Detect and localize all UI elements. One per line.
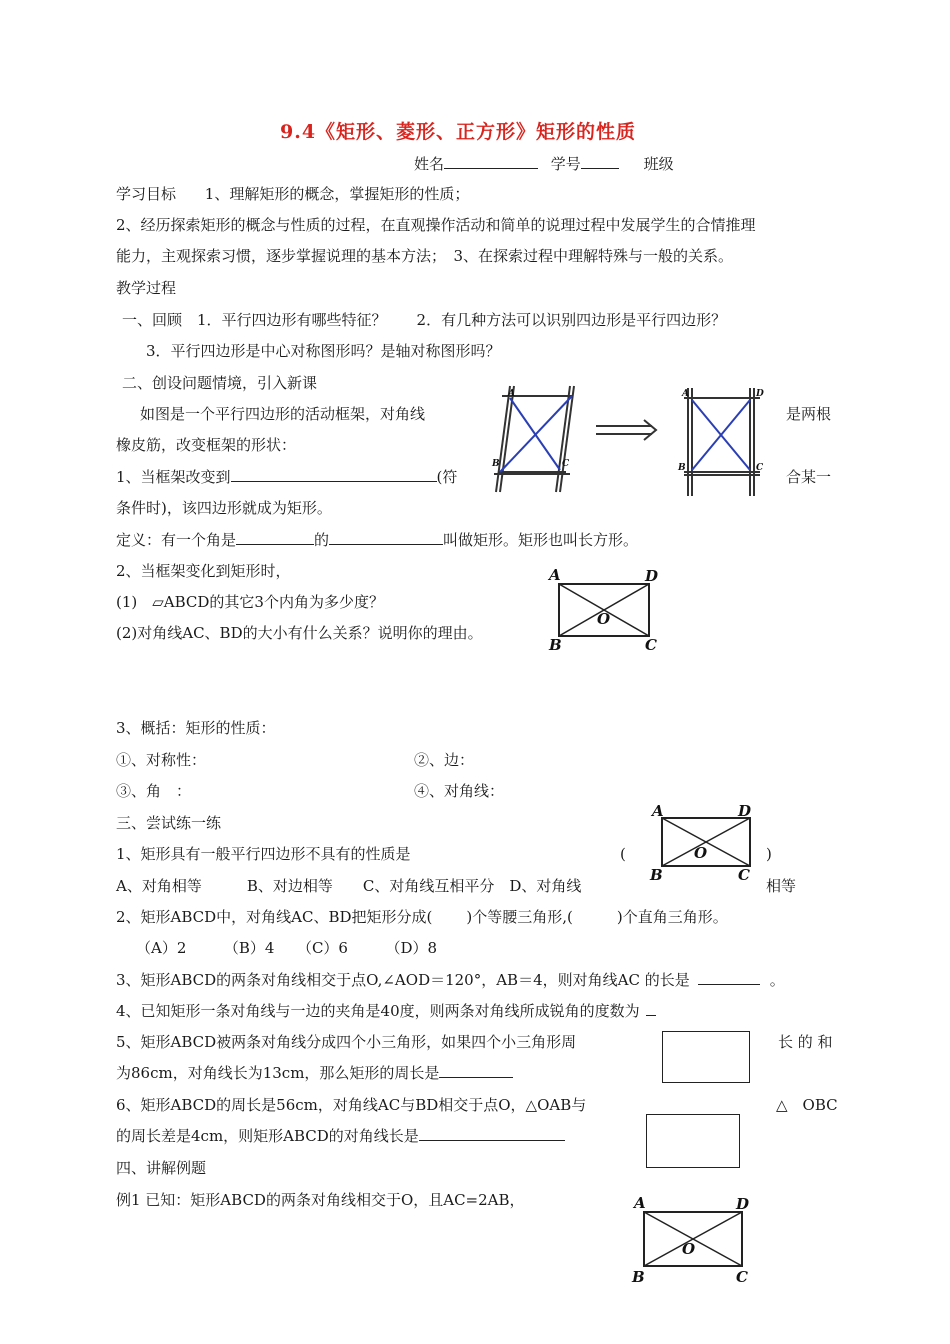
goals-line-2: 2、经历探索矩形的概念与性质的过程，在直观操作活动和简单的说理过程中发展学生的合情推理	[116, 216, 756, 234]
label-d: D	[736, 1195, 750, 1213]
goals-label: 学习目标	[116, 185, 177, 203]
practice-q6: 6、矩形ABCD的周长是56cm，对角线AC与BD相交于点O，△OAB与	[116, 1096, 587, 1114]
practice-heading: 三、尝试练一练	[116, 814, 222, 832]
frame2-label-a: A	[682, 389, 689, 399]
example-1: 例1 已知：矩形ABCD的两条对角线相交于O，且AC=2AB，	[116, 1191, 525, 1209]
review-line-1: 一、回顾 1．平行四边形有哪些特征？ 2．有几种方法可以识别四边形是平行四边形？	[122, 311, 727, 329]
practice-q3	[116, 970, 785, 990]
scenario-p2: 橡皮筋，改变框架的形状：	[116, 436, 297, 454]
def-blank-1[interactable]	[236, 530, 314, 545]
practice-q1-paren-close: )	[766, 845, 772, 863]
page-title: 9.4《矩形、菱形、正方形》矩形的性质	[280, 121, 637, 143]
scenario-q2-2: (2)对角线AC、BD的大小有什么关系？说明你的理由。	[116, 624, 483, 642]
q2-text-c: )个直角三角形。	[616, 908, 728, 926]
frame2-label-b: B	[678, 463, 686, 473]
q5-cont-text: 为86cm，对角线长为13cm，那么矩形的周长是	[116, 1064, 440, 1082]
label-b: B	[549, 636, 562, 654]
summary-property-1: ①、对称性：	[116, 751, 207, 769]
q1-left-text: 1、当框架改变到	[116, 468, 231, 486]
scenario-q2: 2、当框架变化到矩形时，	[116, 562, 291, 580]
name-blank[interactable]	[444, 154, 538, 169]
rectangle-figure-q6	[646, 1114, 740, 1168]
label-o: O	[682, 1240, 696, 1258]
q5-blank[interactable]	[439, 1063, 513, 1078]
practice-q6-right: △ OBC	[776, 1096, 838, 1114]
q6-blank[interactable]	[419, 1126, 565, 1141]
q2-text-b: )个等腰三角形,(	[466, 908, 573, 926]
summary-heading: 3、概括：矩形的性质：	[116, 719, 276, 737]
number-label: 学号	[550, 155, 581, 173]
label-o: O	[597, 610, 611, 628]
label-a: A	[549, 566, 561, 584]
q6-cont-text: 的周长差是4cm，则矩形ABCD的对角线长是	[116, 1127, 419, 1145]
practice-q5: 5、矩形ABCD被两条对角线分成四个小三角形，如果四个小三角形周	[116, 1033, 577, 1051]
frame2-label-d: D	[756, 389, 764, 399]
rectangle-abcd-figure-1	[545, 566, 665, 656]
practice-q1: 1、矩形具有一般平行四边形不具有的性质是	[116, 845, 411, 863]
scenario-heading: 二、创设问题情境，引入新课	[122, 374, 318, 392]
frame-label-b: B	[492, 459, 500, 469]
q2-text-a: 2、矩形ABCD中，对角线AC、BD把矩形分成(	[116, 908, 433, 926]
def-blank-2[interactable]	[329, 530, 443, 545]
definition-line	[116, 530, 638, 550]
q1-mid-text: (符	[436, 468, 458, 486]
practice-q1-paren-open: (	[620, 845, 626, 863]
scenario-p1-left: 如图是一个平行四边形的活动框架，对角线	[140, 405, 426, 423]
label-c: C	[738, 866, 750, 884]
frame-label-c: C	[562, 459, 570, 469]
label-a: A	[652, 802, 664, 820]
practice-q2	[116, 907, 728, 927]
goals-text-1: 1、理解矩形的概念，掌握矩形的性质；	[204, 185, 470, 203]
label-a: A	[634, 1194, 646, 1212]
q4-blank[interactable]	[646, 1001, 656, 1016]
q3-blank[interactable]	[698, 970, 760, 985]
summary-property-3: ③、角 ：	[116, 782, 192, 800]
label-d: D	[738, 802, 752, 820]
number-blank[interactable]	[581, 154, 619, 169]
q4-text: 4、已知矩形一条对角线与一边的夹角是40度，则两条对角线所成锐角的度数为	[116, 1002, 640, 1020]
examples-heading: 四、讲解例题	[116, 1159, 207, 1177]
practice-q5-right: 长 的 和	[778, 1033, 833, 1051]
practice-q1-options: A、对角相等 B、对边相等 C、对角线互相平分 D、对角线	[116, 877, 582, 895]
scenario-p1-right: 是两根	[786, 405, 832, 423]
practice-q5-cont	[116, 1063, 513, 1083]
practice-q2-options: （A）2 （B）4 （C）6 （D）8	[136, 939, 438, 957]
practice-q1-tail: 相等	[766, 877, 797, 895]
q3-text: 3、矩形ABCD的两条对角线相交于点O,∠AOD＝120°，AB＝4，则对角线AC 的长是	[116, 971, 690, 989]
def-text-a: 定义：有一个角是	[116, 531, 237, 549]
scenario-q1-cont: 条件时)，该四边形就成为矩形。	[116, 499, 332, 517]
def-text-c: 叫做矩形。矩形也叫长方形。	[443, 531, 639, 549]
rectangle-abcd-figure-2	[648, 802, 768, 886]
def-text-b: 的	[314, 531, 330, 549]
scenario-q2-1: (1) ▱ABCD的其它3个内角为多少度？	[116, 593, 384, 611]
summary-property-4: ④、对角线：	[414, 782, 505, 800]
label-b: B	[650, 866, 663, 884]
rectangle-figure-q5	[662, 1031, 750, 1083]
scenario-q1-right: 合某一	[786, 468, 832, 486]
name-label: 姓名	[414, 155, 445, 173]
student-info-row	[414, 154, 674, 174]
class-label: 班级	[643, 155, 674, 173]
label-o: O	[694, 844, 708, 862]
frame-figure	[488, 382, 788, 502]
parallelogram-frame	[494, 386, 574, 492]
practice-q4	[116, 1001, 656, 1021]
goals-line-1	[116, 184, 469, 204]
summary-property-2: ②、边：	[414, 751, 475, 769]
q3-end: 。	[769, 971, 785, 989]
practice-q6-cont	[116, 1126, 565, 1146]
rectangle-abcd-figure-3	[630, 1192, 760, 1286]
frame2-label-c: C	[756, 463, 764, 473]
label-c: C	[645, 636, 657, 654]
label-b: B	[632, 1268, 645, 1286]
goals-line-3: 能力，主观探索习惯，逐步掌握说理的基本方法； 3、在探索过程中理解特殊与一般的关系。	[116, 247, 734, 265]
arrow-icon	[596, 420, 656, 440]
review-line-2: 3．平行四边形是中心对称图形吗？是轴对称图形吗？	[146, 342, 501, 360]
scenario-q1	[116, 467, 457, 487]
label-d: D	[645, 567, 659, 585]
q1-blank[interactable]	[231, 467, 437, 482]
rectangle-diagonals	[692, 400, 750, 470]
frame-label-a: A	[508, 389, 515, 399]
label-c: C	[736, 1268, 748, 1286]
process-heading: 教学过程	[116, 279, 177, 297]
